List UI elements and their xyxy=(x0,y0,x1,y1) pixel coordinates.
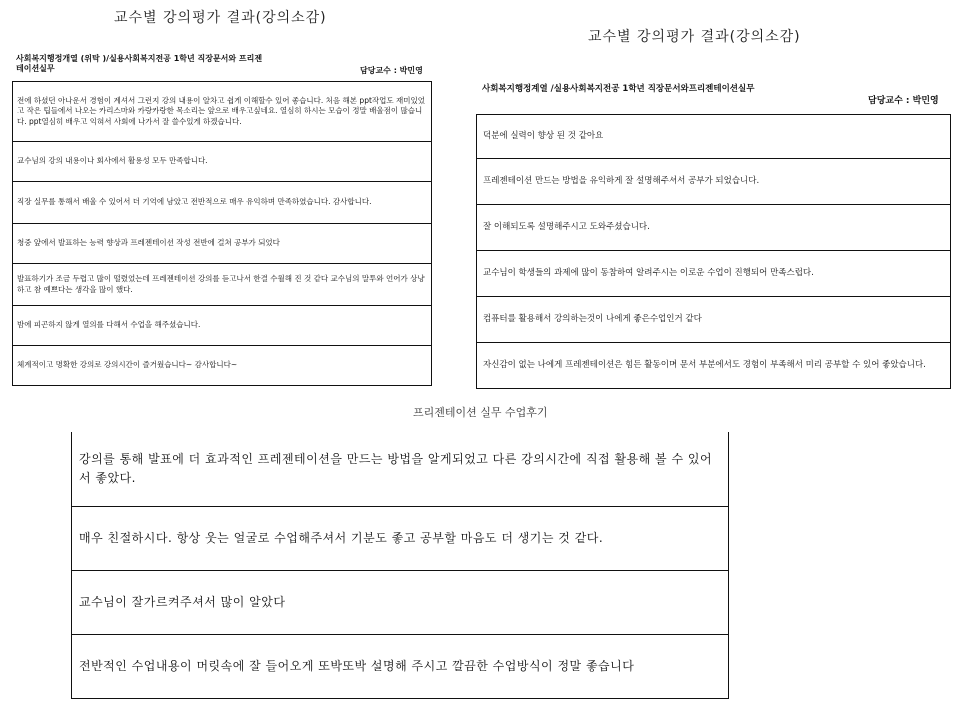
left-professor: 담당교수 : 박민영 xyxy=(360,66,423,75)
comment-cell: 청중 앞에서 발표하는 능력 향상과 프레젠테이션 작성 전반에 걸쳐 공부가 되었다 xyxy=(13,224,432,264)
bottom-comment-table xyxy=(71,432,729,699)
comment-cell: 매우 친절하시다. 항상 웃는 얼굴로 수업해주셔서 기분도 좋고 공부할 마음도 더 생기는 것 같다. xyxy=(72,506,729,570)
comment-cell: 프레젠테이션 만드는 방법을 유익하게 잘 설명해주셔서 공부가 되었습니다. xyxy=(477,159,951,205)
table-row xyxy=(13,346,432,386)
table-row xyxy=(72,570,729,634)
table-row xyxy=(13,306,432,346)
comment-cell: 밤에 피곤하지 않게 열의를 다해서 수업을 해주셨습니다. xyxy=(13,306,432,346)
table-row xyxy=(13,142,432,182)
right-evaluation-panel xyxy=(476,84,951,389)
left-page-title: 교수별 강의평가 결과(강의소감) xyxy=(114,10,327,26)
comment-cell: 전에 하셨던 아나운서 경험이 계셔서 그런지 강의 내용이 알차고 쉽게 이해할수 있어 좋습니다. 처음 해본 ppt작업도 재미있었고 작은 팁들에서 나오는 카리스마와 카랑카랑한 목소리는 앞으로 배우고싶네요. 열심히 하시는 모습이 정말 배울점이 많습니다. ppt열심히 배우고 익혀서 사회에 나가서 잘 쓸수있게 하겠습니다. xyxy=(13,82,432,142)
table-row xyxy=(477,159,951,205)
comment-cell: 컴퓨터를 활용해서 강의하는것이 나에게 좋은수업인거 같다 xyxy=(477,297,951,343)
comment-cell: 교수님의 강의 내용이나 회사에서 활용성 모두 만족합니다. xyxy=(13,142,432,182)
table-row xyxy=(477,251,951,297)
table-row xyxy=(13,182,432,224)
right-comment-table xyxy=(476,114,951,389)
table-row xyxy=(72,634,729,698)
table-row xyxy=(72,432,729,506)
table-row xyxy=(72,506,729,570)
table-row xyxy=(13,264,432,306)
left-comment-table xyxy=(12,81,432,386)
comment-cell: 덕분에 실력이 향상 된 것 같아요 xyxy=(477,115,951,159)
right-professor: 담당교수 : 박민영 xyxy=(868,96,939,106)
comment-cell: 교수님이 학생들의 과제에 많이 동참하여 알려주시는 이로운 수업이 진행되어 만족스럽다. xyxy=(477,251,951,297)
comment-cell: 잘 이해되도록 설명해주시고 도와주셨습니다. xyxy=(477,205,951,251)
right-page-title: 교수별 강의평가 결과(강의소감) xyxy=(588,29,801,45)
bottom-section-title: 프리젠테이션 실무 수업후기 xyxy=(413,406,548,419)
table-row xyxy=(477,297,951,343)
bottom-review-panel xyxy=(71,432,729,699)
table-row xyxy=(13,82,432,142)
table-row xyxy=(477,205,951,251)
comment-cell: 발표하기가 조금 두렵고 많이 떨렸었는데 프레젠테이션 강의를 듣고나서 한결 수월해 진 것 같다 교수님의 말투와 언어가 상냥하고 참 예쁘다는 생각을 많이 했다. xyxy=(13,264,432,306)
table-row xyxy=(13,224,432,264)
comment-cell: 체계적이고 명확한 강의로 강의시간이 즐거웠습니다~ 감사합니다~ xyxy=(13,346,432,386)
left-course-name: 사회복지행정개열 (위탁 )/실용사회복지전공 1학년 직장문서와 프리젠테이션실무 xyxy=(16,54,263,73)
comment-cell: 자신감이 없는 나에게 프레젠테이션은 힘든 활동이며 문서 부분에서도 경험이 부족해서 미리 공부할 수 있어 좋았습니다. xyxy=(477,343,951,389)
comment-cell: 직장 실무를 통해서 배울 수 있어서 더 기억에 남았고 전반적으로 매우 유익하며 만족하였습니다. 감사합니다. xyxy=(13,182,432,224)
comment-cell: 교수님이 잘가르켜주셔서 많이 알았다 xyxy=(72,570,729,634)
right-course-name: 사회복지행정계열 /실용사회복지전공 1학년 직장문서와프리젠테이션실무 xyxy=(482,84,755,94)
comment-cell: 전반적인 수업내용이 머릿속에 잘 들어오게 또박또박 설명해 주시고 깔끔한 수업방식이 정말 좋습니다 xyxy=(72,634,729,698)
comment-cell: 강의를 통해 발표에 더 효과적인 프레젠테이션을 만드는 방법을 알게되었고 다른 강의시간에 직접 활용해 볼 수 있어서 좋았다. xyxy=(72,432,729,506)
table-row xyxy=(477,343,951,389)
table-row xyxy=(477,115,951,159)
left-evaluation-panel xyxy=(12,54,432,386)
